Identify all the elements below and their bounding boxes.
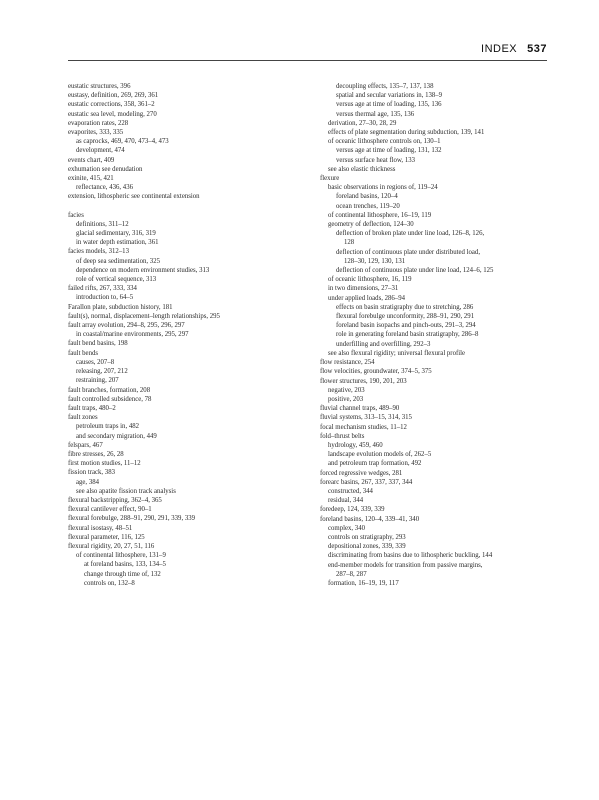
index-subentry: see also elastic thickness [328, 165, 396, 173]
index-entry: facies [68, 211, 84, 219]
index-entry: fault(s), normal, displacement–length relationships, 295 [68, 312, 220, 320]
index-subentry: controls on, 132–8 [84, 579, 135, 587]
index-column-left [68, 82, 308, 588]
index-subentry: dependence on modern environment studies, 313 [76, 266, 210, 274]
index-subentry: in coastal/marine environments, 295, 297 [76, 331, 189, 339]
index-entry: fault bend basins, 198 [68, 340, 128, 348]
header-title: INDEX [481, 43, 518, 55]
index-subentry: constructed, 344 [328, 487, 373, 495]
index-subentry: versus age at time of loading, 135, 136 [336, 101, 442, 109]
index-entry: exhumation see denudation [68, 165, 143, 173]
index-subentry: versus thermal age, 135, 136 [336, 110, 415, 118]
index-entry: flow velocities, groundwater, 374–5, 375 [320, 368, 432, 376]
index-subentry: in water depth estimation, 361 [76, 239, 159, 247]
index-subentry: discriminating from basins due to lithospheric buckling, 144 [328, 552, 493, 560]
section-gap [68, 202, 308, 211]
index-entry: fission track, 383 [68, 469, 116, 477]
index-subentry: foreland basins, 120–4 [336, 193, 398, 201]
index-entry: flexural isostasy, 48–51 [68, 524, 133, 532]
index-subentry: formation, 16–19, 19, 117 [328, 579, 399, 587]
index-entry: flexural backstripping, 362–4, 365 [68, 496, 162, 504]
index-entry: flexural rigidity, 20, 27, 51, 116 [68, 542, 155, 550]
index-entry: eustatic structures, 396 [68, 83, 131, 90]
index-subentry: in two dimensions, 27–31 [328, 285, 399, 293]
index-entry: flower structures, 190, 201, 203 [320, 377, 407, 385]
index-subentry: foreland basin isopachs and pinch-outs, 291–3, 294 [336, 322, 476, 330]
index-subentry: flexural forebulge unconformity, 288–91, 290, 291 [336, 313, 475, 321]
index-entry: forearc basins, 267, 337, 337, 344 [320, 478, 413, 486]
index-subentry: development, 474 [76, 147, 125, 155]
index-entry: failed rifts, 267, 333, 334 [68, 285, 137, 293]
index-subentry: spatial and secular variations in, 138–9 [336, 92, 443, 100]
index-subentry: role of vertical sequence, 313 [76, 276, 157, 284]
index-entry: flexural parameter, 116, 125 [68, 533, 145, 541]
index-entry: fluvial channel traps, 489–90 [320, 405, 400, 413]
index-entry: extension, lithospheric see continental extension [68, 193, 200, 201]
index-entry: fluvial systems, 313–15, 314, 315 [320, 414, 412, 422]
index-subentry: complex, 340 [328, 524, 365, 532]
index-subentry: see also flexural rigidity; universal flexural profile [328, 349, 466, 357]
index-subentry: role in generating foreland basin stratigraphy, 286–8 [336, 331, 479, 339]
index-subentry: controls on stratigraphy, 293 [328, 533, 406, 541]
index-subentry: causes, 207–8 [76, 358, 115, 366]
index-entry: focal mechanism studies, 11–12 [320, 423, 407, 431]
index-subentry: glacial sedimentary, 316, 319 [76, 230, 156, 238]
index-subentry: underfilling and overfilling, 292–3 [336, 340, 431, 348]
index-entry: facies models, 312–13 [68, 248, 129, 256]
index-subentry: restraining, 207 [76, 377, 119, 385]
index-subentry: decoupling effects, 135–7, 137, 138 [336, 83, 434, 90]
index-entry: eustasy, definition, 269, 269, 361 [68, 92, 159, 100]
index-subentry: effects of plate segmentation during subduction, 139, 141 [328, 129, 485, 137]
index-entry: flexural forebulge, 288–91, 290, 291, 339, 339 [68, 515, 196, 523]
index-subentry: age, 384 [76, 478, 100, 486]
index-subentry: of continental lithosphere, 16–19, 119 [328, 211, 432, 219]
index-subentry: definitions, 311–12 [76, 220, 129, 228]
index-subentry: versus age at time of loading, 131, 132 [336, 147, 442, 155]
index-subentry: basic observations in regions of, 119–24 [328, 184, 438, 192]
index-subentry: of oceanic lithosphere, 16, 119 [328, 276, 412, 284]
index-subentry: releasing, 207, 212 [76, 368, 128, 376]
index-entry: fault controlled subsidence, 78 [68, 395, 152, 403]
index-subentry: end-member models for transition from passive margins, [328, 561, 483, 569]
index-subentry: landscape evolution models of, 262–5 [328, 451, 432, 459]
index-entry: fault branches, formation, 208 [68, 386, 151, 394]
index-entry: fault array evolution, 294–8, 295, 296, 297 [68, 322, 185, 330]
index-entry: fault zones [68, 414, 98, 422]
index-subentry: deflection of continuous plate under distributed load, [336, 248, 481, 256]
index-entry: eustatic corrections, 358, 361–2 [68, 101, 155, 109]
index-subentry: of continental lithosphere, 131–9 [76, 552, 166, 560]
index-subentry: deflection of continuous plate under line load, 124–6, 125 [336, 267, 494, 275]
index-subentry: ocean trenches, 119–20 [336, 202, 400, 210]
index-entry: evaporites, 333, 335 [68, 129, 124, 137]
index-entry: first motion studies, 11–12 [68, 460, 141, 468]
index-entry: fault bends [68, 349, 99, 357]
index-entry: flow resistance, 254 [320, 359, 375, 367]
index-entry: eustatic sea level, modeling, 270 [68, 110, 157, 118]
index-subentry: negative, 203 [328, 386, 365, 394]
index-entry: fold–thrust belts [320, 432, 365, 440]
index-subentry: reflectance, 436, 436 [76, 184, 133, 192]
index-entry: forced regressive wedges, 281 [320, 469, 403, 477]
index-column-right [320, 82, 560, 588]
index-subentry: residual, 344 [328, 497, 364, 505]
index-subentry: introduction to, 64–5 [76, 294, 134, 302]
index-subentry: deflection of broken plate under line load, 126–8, 126, [336, 230, 485, 238]
index-subentry: see also apatite fission track analysis [76, 487, 176, 495]
index-entry: fault traps, 480–2 [68, 404, 116, 412]
index-entry: flexure [320, 175, 340, 183]
index-entry: evaporation rates, 228 [68, 119, 129, 127]
index-subentry: 287–8, 287 [336, 570, 367, 578]
index-subentry: under applied loads, 286–94 [328, 294, 406, 302]
index-subentry: change through time of, 132 [84, 570, 161, 578]
header-rule [68, 60, 547, 61]
index-subentry: effects on basin stratigraphy due to stretching, 286 [336, 303, 474, 311]
index-subentry: hydrology, 459, 460 [328, 441, 383, 449]
index-subentry: of deep sea sedimentation, 325 [76, 257, 160, 265]
index-subentry: depositional zones, 339, 339 [328, 543, 406, 551]
index-subentry: at foreland basins, 133, 134–5 [84, 561, 166, 569]
index-subentry: derivation, 27–30, 28, 29 [328, 119, 397, 127]
index-subentry: and secondary migration, 449 [76, 432, 157, 440]
index-subentry: 128 [344, 239, 355, 247]
index-subentry: positive, 203 [328, 395, 364, 403]
index-entry: events chart, 409 [68, 156, 115, 164]
index-subentry: 128–30, 129, 130, 131 [344, 257, 406, 265]
index-entry: foredeep, 124, 339, 339 [320, 506, 385, 514]
index-subentry: as caprocks, 469, 470, 473–4, 473 [76, 138, 169, 146]
page-number: 537 [527, 43, 547, 55]
index-entry: fibre stresses, 26, 28 [68, 450, 124, 458]
index-entry: foreland basins, 120–4, 339–41, 340 [320, 515, 420, 523]
index-subentry: petroleum traps in, 482 [76, 423, 140, 431]
index-entry: Farallon plate, subduction history, 181 [68, 303, 173, 311]
running-header [481, 43, 547, 55]
index-subentry: geometry of deflection, 124–30 [328, 221, 414, 229]
index-subentry: and petroleum trap formation, 492 [328, 460, 422, 468]
index-entry: flexural cantilever effect, 90–1 [68, 506, 152, 514]
index-subentry: versus surface heat flow, 133 [336, 156, 416, 164]
index-entry: exinite, 415, 421 [68, 175, 114, 183]
index-entry: felspars, 467 [68, 441, 103, 449]
index-subentry: of oceanic lithosphere controls on, 130–1 [328, 138, 441, 146]
